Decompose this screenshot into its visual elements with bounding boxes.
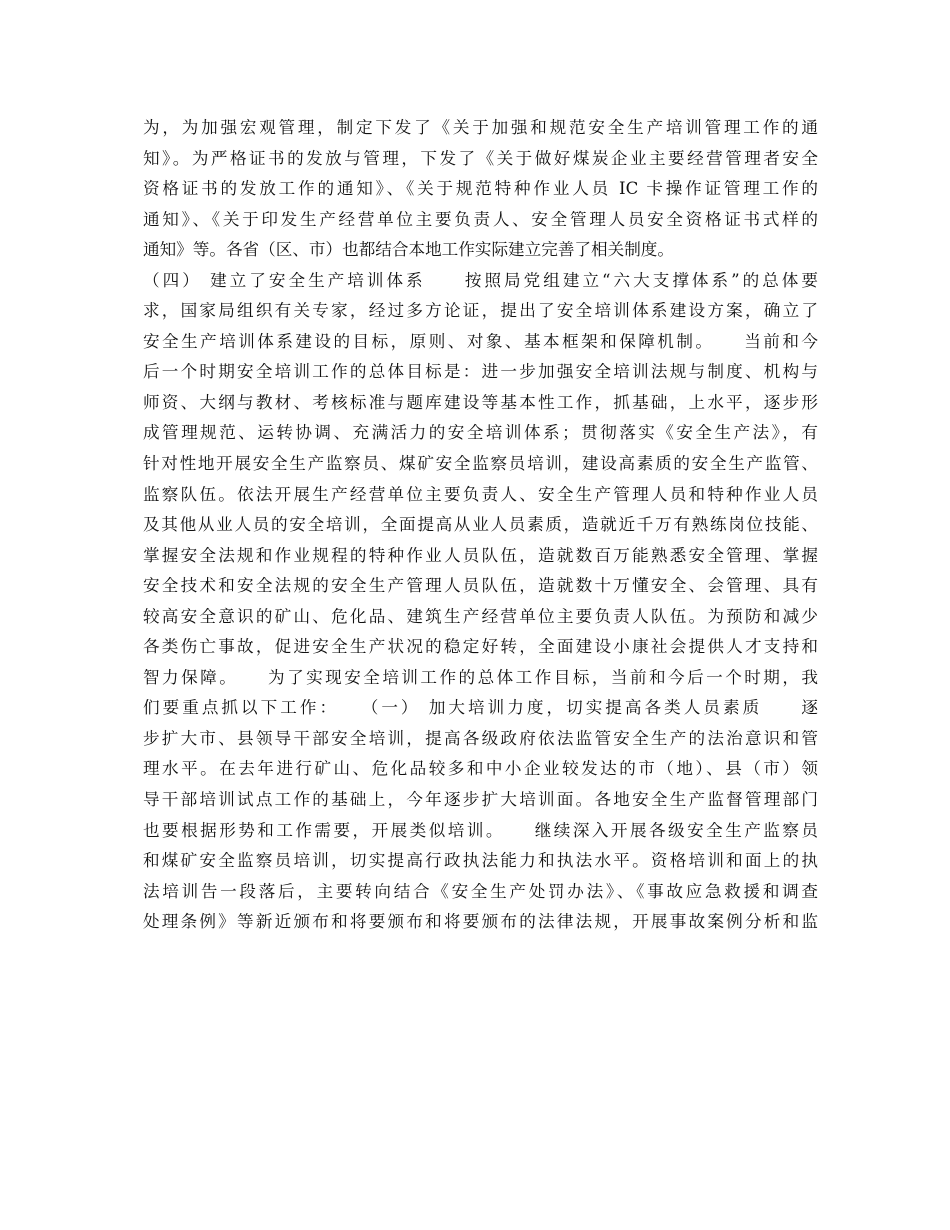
text-line: 成管理规范、运转协调、充满活力的安全培训体系；贯彻落实《安全生产法》，有 xyxy=(143,423,818,443)
text-line: 和煤矿安全监察员培训，切实提高行政执法能力和执法水平。资格培训和面上的执 xyxy=(143,851,818,871)
text-line: 通知》等。各省（区、市）也都结合本地工作实际建立完善了相关制度。 xyxy=(143,240,674,260)
body-text xyxy=(143,113,818,938)
text-line: 较高安全意识的矿山、危化品、建筑生产经营单位主要负责人队伍。为预防和减少 xyxy=(143,606,818,626)
text-line: 们要重点抓以下工作： （一） 加大培训力度，切实提高各类人员素质 逐 xyxy=(143,698,818,718)
text-line: 理水平。在去年进行矿山、危化品较多和中小企业较发达的市（地）、县（市）领 xyxy=(143,759,818,779)
text-line: 各类伤亡事故，促进安全生产状况的稳定好转，全面建设小康社会提供人才支持和 xyxy=(143,637,818,657)
text-line: 智力保障。 为了实现安全培训工作的总体工作目标，当前和今后一个时期，我 xyxy=(143,667,818,687)
text-line: 师资、大纲与教材、考核标准与题库建设等基本性工作，抓基础，上水平，逐步形 xyxy=(143,392,818,412)
text-line: 为，为加强宏观管理，制定下发了《关于加强和规范安全生产培训管理工作的通 xyxy=(143,118,818,137)
text-line: 安全生产培训体系建设的目标，原则、对象、基本框架和保障机制。 当前和今 xyxy=(143,331,818,351)
text-line: 处理条例》等新近颁布和将要颁布和将要颁布的法律法规，开展事故案例分析和监 xyxy=(143,912,818,932)
text-line: 求，国家局组织有关专家，经过多方论证，提出了安全培训体系建设方案，确立了 xyxy=(143,301,818,321)
text-line: 知》。为严格证书的发放与管理，下发了《关于做好煤炭企业主要经营管理者安全 xyxy=(143,148,818,168)
text-line: 通知》、《关于印发生产经营单位主要负责人、安全管理人员安全资格证书式样的 xyxy=(143,209,818,229)
text-line: 也要根据形势和工作需要，开展类似培训。 继续深入开展各级安全生产监察员 xyxy=(143,820,818,840)
text-line: 法培训告一段落后，主要转向结合《安全生产处罚办法》、《事故应急救援和调查 xyxy=(143,881,818,901)
text-line: 资格证书的发放工作的通知》、《关于规范特种作业人员 IC 卡操作证管理工作的 xyxy=(143,179,818,199)
text-line: 及其他从业人员的安全培训，全面提高从业人员素质，造就近千万有熟练岗位技能、 xyxy=(143,515,818,535)
text-line: 掌握安全法规和作业规程的特种作业人员队伍，造就数百万能熟悉安全管理、掌握 xyxy=(143,545,818,565)
text-line: 导干部培训试点工作的基础上，今年逐步扩大培训面。各地安全生产监督管理部门 xyxy=(143,790,818,810)
text-line: 安全技术和安全法规的安全生产管理人员队伍，造就数十万懂安全、会管理、具有 xyxy=(143,576,818,596)
text-line: 监察队伍。依法开展生产经营单位主要负责人、安全生产管理人员和特种作业人员 xyxy=(143,484,818,504)
text-line: （四） 建立了安全生产培训体系 按照局党组建立“六大支撑体系”的总体要 xyxy=(143,270,818,290)
text-line: 步扩大市、县领导干部安全培训，提高各级政府依法监管安全生产的法治意识和管 xyxy=(143,728,818,748)
text-line: 后一个时期安全培训工作的总体目标是：进一步加强安全培训法规与制度、机构与 xyxy=(143,362,818,382)
text-line: 针对性地开展安全生产监察员、煤矿安全监察员培训，建设高素质的安全生产监管、 xyxy=(143,454,818,474)
